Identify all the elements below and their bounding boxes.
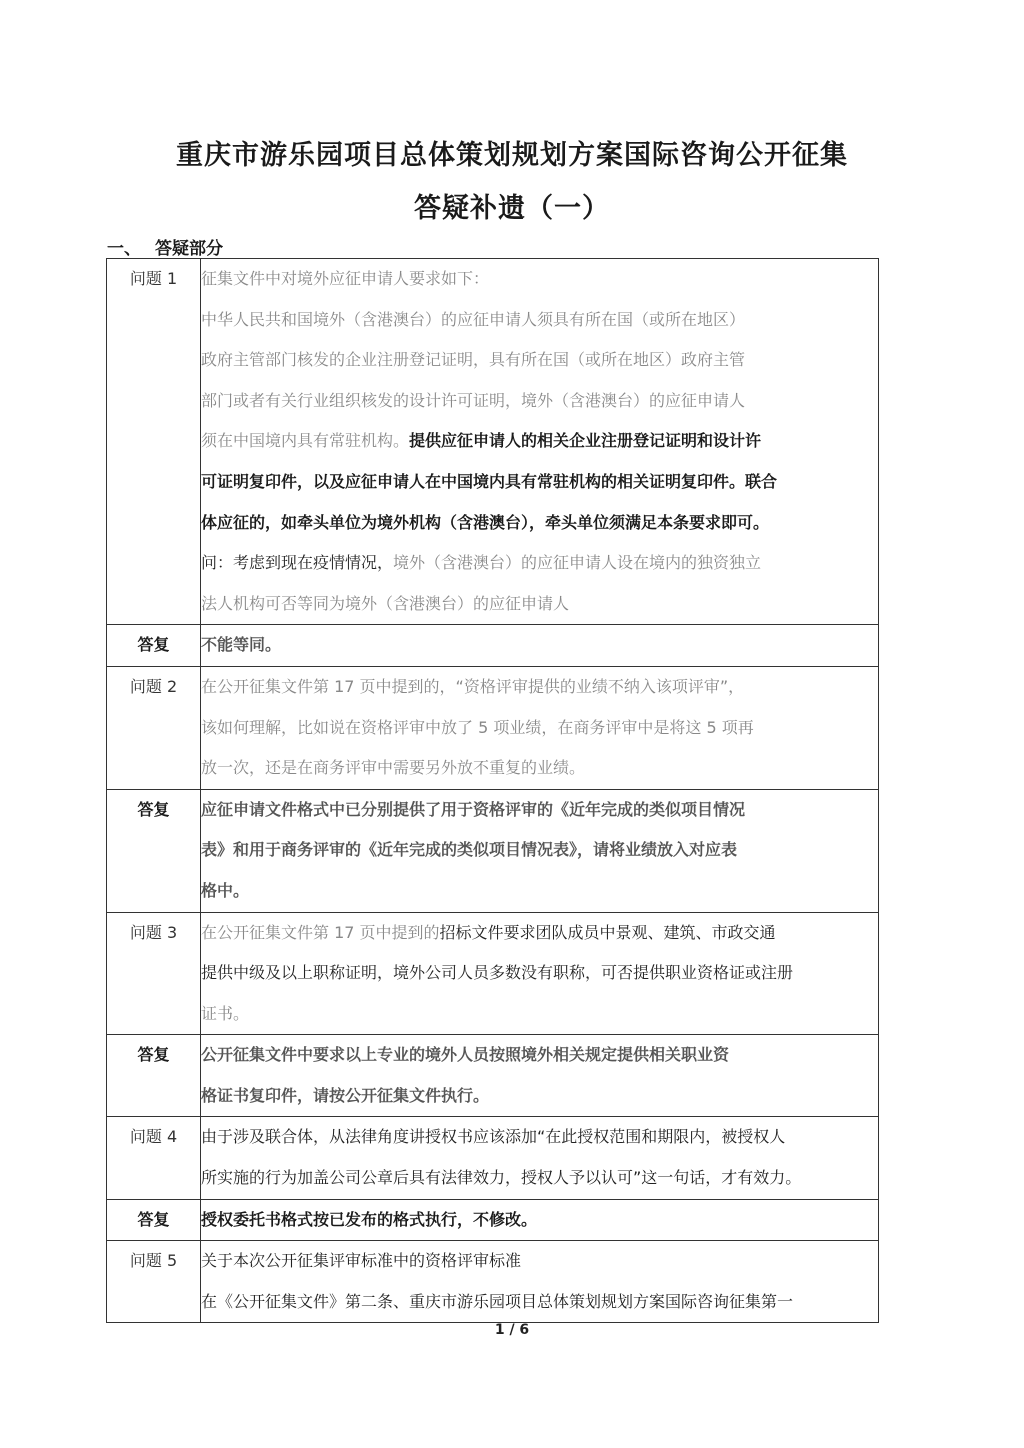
question-text [201,259,879,625]
text-segment: 境外（含港澳台）的应征申请人设在境内的独资独立 [393,553,762,573]
text-line: 在《公开征集文件》第二条、重庆市游乐园项目总体策划规划方案国际咨询征集第一 [201,1291,794,1311]
question-row-2 [107,666,879,789]
answer-row-3 [107,1035,879,1117]
question-label: 问题 4 [107,1117,201,1199]
text-line [201,421,878,462]
question-row-1 [107,259,879,625]
text-line: 提供中级及以上职称证明，境外公司人员多数没有职称，可否提供职业资格证或注册 [201,963,794,983]
text-line: 证书。 [201,1003,250,1023]
text-line: 应征申请文件格式中已分别提供了用于资格评审的《近年完成的类似项目情况 [201,799,746,819]
text-line: 政府主管部门核发的企业注册登记证明，具有所在国（或所在地区）政府主管 [201,350,746,370]
text-line: 格证书复印件，请按公开征集文件执行。 [201,1085,490,1105]
question-text [201,666,879,789]
answer-label: 答复 [107,625,201,667]
text-line: 格中。 [201,880,250,900]
answer-row-1 [107,625,879,667]
text-line: 可证明复印件，以及应征申请人在中国境内具有常驻机构的相关证明复印件。联合 [201,471,778,491]
answer-row-2 [107,789,879,912]
text-segment: 问：考虑到现在疫情情况， [201,553,394,573]
question-label: 问题 1 [107,259,201,625]
text-line: 征集文件中对境外应征申请人要求如下： [201,269,490,288]
text-segment: 招标文件要求团队成员中景观、建筑、市政交通 [439,922,776,942]
answer-text [201,1035,879,1117]
question-text [201,1117,879,1199]
section-number: 一、 [107,239,141,259]
answer-label: 答复 [107,1199,201,1241]
answer-text [201,1199,879,1241]
question-row-3 [107,912,879,1035]
text-line: 法人机构可否等同为境外（含港澳台）的应征申请人 [201,593,570,613]
page-number: 1 / 6 [494,1322,530,1338]
text-line: 放一次，还是在商务评审中需要另外放不重复的业绩。 [201,758,586,778]
question-text [201,1241,879,1323]
section-label: 答疑部分 [155,239,223,259]
answer-text [201,789,879,912]
text-line: 中华人民共和国境外（含港澳台）的应征申请人须具有所在国（或所在地区） [201,309,746,329]
text-segment-bold: 提供应征申请人的相关企业注册登记证明和设计许 [409,431,762,451]
document-title-line2: 答疑补遗（一） [414,193,610,224]
question-row-4 [107,1117,879,1199]
text-line: 体应征的，如牵头单位为境外机构（含港澳台），牵头单位须满足本条要求即可。 [201,512,770,532]
qa-table [106,258,879,1323]
question-text [201,912,879,1035]
text-line: 在公开征集文件第 17 页中提到的，“资格评审提供的业绩不纳入该项评审”， [201,676,745,696]
text-line: 公开征集文件中要求以上专业的境外人员按照境外相关规定提供相关职业资 [201,1045,730,1065]
text-line [201,543,878,584]
text-segment: 在公开征集文件第 17 页中提到的 [201,922,440,942]
text-line: 不能等同。 [201,635,282,655]
text-line: 授权委托书格式按已发布的格式执行，不修改。 [201,1209,538,1229]
text-segment: 须在中国境内具有常驻机构。 [201,431,410,451]
text-line [201,913,878,954]
text-line: 该如何理解，比如说在资格评审中放了 5 项业绩，在商务评审中是将这 5 项再 [201,717,754,737]
text-line: 表》和用于商务评审的《近年完成的类似项目情况表》，请将业绩放入对应表 [201,840,738,860]
answer-row-4 [107,1199,879,1241]
question-row-5 [107,1241,879,1323]
question-label: 问题 3 [107,912,201,1035]
answer-text [201,625,879,667]
text-line: 由于涉及联合体，从法律角度讲授权书应该添加“在此授权范围和期限内，被授权人 [201,1127,786,1147]
text-line: 关于本次公开征集评审标准中的资格评审标准 [201,1251,522,1271]
answer-label: 答复 [107,789,201,912]
text-line: 部门或者有关行业组织核发的设计许可证明，境外（含港澳台）的应征申请人 [201,390,746,410]
answer-label: 答复 [107,1035,201,1117]
text-line: 所实施的行为加盖公司公章后具有法律效力，授权人予以认可”这一句话，才有效力。 [201,1168,802,1188]
section-heading [107,234,223,259]
document-title-line1: 重庆市游乐园项目总体策划规划方案国际咨询公开征集 [176,140,848,171]
question-label: 问题 2 [107,666,201,789]
question-label: 问题 5 [107,1241,201,1323]
